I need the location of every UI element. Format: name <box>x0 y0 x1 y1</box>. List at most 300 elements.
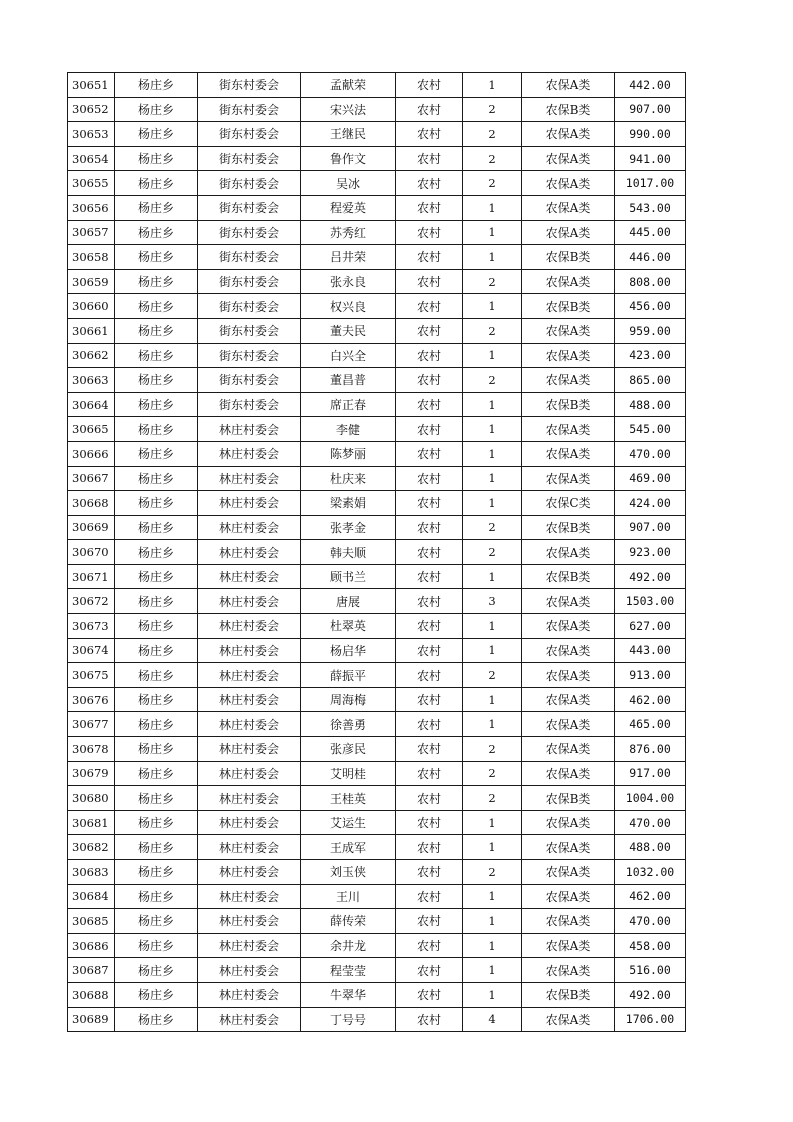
table-row <box>68 614 686 639</box>
township-cell: 杨庄乡 <box>115 982 198 1007</box>
village-committee-cell: 林庄村委会 <box>198 835 301 860</box>
table-row <box>68 294 686 319</box>
amount-cell: 907.00 <box>615 515 686 540</box>
township-cell: 杨庄乡 <box>115 73 198 98</box>
area-type-cell: 农村 <box>396 368 463 393</box>
village-committee-cell: 街东村委会 <box>198 245 301 270</box>
amount-cell: 462.00 <box>615 884 686 909</box>
township-cell: 杨庄乡 <box>115 515 198 540</box>
amount-cell: 456.00 <box>615 294 686 319</box>
amount-cell: 941.00 <box>615 146 686 171</box>
township-cell: 杨庄乡 <box>115 909 198 934</box>
household-count-cell: 1 <box>463 245 522 270</box>
insurance-category-cell: 农保C类 <box>522 491 615 516</box>
person-name-cell: 王继民 <box>301 122 396 147</box>
insurance-category-cell: 农保A类 <box>522 810 615 835</box>
township-cell: 杨庄乡 <box>115 638 198 663</box>
record-id-cell: 30682 <box>68 835 115 860</box>
table-row <box>68 540 686 565</box>
township-cell: 杨庄乡 <box>115 441 198 466</box>
amount-cell: 917.00 <box>615 761 686 786</box>
household-count-cell: 1 <box>463 491 522 516</box>
insurance-category-cell: 农保A类 <box>522 589 615 614</box>
record-id-cell: 30678 <box>68 737 115 762</box>
record-id-cell: 30675 <box>68 663 115 688</box>
village-committee-cell: 林庄村委会 <box>198 810 301 835</box>
household-count-cell: 2 <box>463 97 522 122</box>
record-id-cell: 30662 <box>68 343 115 368</box>
record-id-cell: 30685 <box>68 909 115 934</box>
village-committee-cell: 林庄村委会 <box>198 909 301 934</box>
township-cell: 杨庄乡 <box>115 884 198 909</box>
record-id-cell: 30688 <box>68 982 115 1007</box>
record-id-cell: 30652 <box>68 97 115 122</box>
insurance-category-cell: 农保A类 <box>522 663 615 688</box>
insurance-category-cell: 农保A类 <box>522 171 615 196</box>
household-count-cell: 2 <box>463 761 522 786</box>
table-row <box>68 737 686 762</box>
household-count-cell: 2 <box>463 540 522 565</box>
township-cell: 杨庄乡 <box>115 589 198 614</box>
area-type-cell: 农村 <box>396 884 463 909</box>
person-name-cell: 徐善勇 <box>301 712 396 737</box>
village-committee-cell: 林庄村委会 <box>198 589 301 614</box>
township-cell: 杨庄乡 <box>115 786 198 811</box>
table-row <box>68 392 686 417</box>
household-count-cell: 2 <box>463 786 522 811</box>
record-id-cell: 30670 <box>68 540 115 565</box>
amount-cell: 470.00 <box>615 441 686 466</box>
amount-cell: 470.00 <box>615 810 686 835</box>
household-count-cell: 2 <box>463 515 522 540</box>
person-name-cell: 杜翠英 <box>301 614 396 639</box>
village-committee-cell: 街东村委会 <box>198 343 301 368</box>
amount-cell: 462.00 <box>615 687 686 712</box>
record-id-cell: 30659 <box>68 269 115 294</box>
amount-cell: 545.00 <box>615 417 686 442</box>
person-name-cell: 张孝金 <box>301 515 396 540</box>
insurance-category-cell: 农保A类 <box>522 73 615 98</box>
person-name-cell: 陈梦丽 <box>301 441 396 466</box>
amount-cell: 1706.00 <box>615 1007 686 1032</box>
area-type-cell: 农村 <box>396 564 463 589</box>
table-row <box>68 786 686 811</box>
person-name-cell: 白兴全 <box>301 343 396 368</box>
area-type-cell: 农村 <box>396 982 463 1007</box>
township-cell: 杨庄乡 <box>115 737 198 762</box>
village-committee-cell: 街东村委会 <box>198 195 301 220</box>
table-row <box>68 195 686 220</box>
record-id-cell: 30689 <box>68 1007 115 1032</box>
township-cell: 杨庄乡 <box>115 663 198 688</box>
village-committee-cell: 街东村委会 <box>198 392 301 417</box>
record-id-cell: 30664 <box>68 392 115 417</box>
village-committee-cell: 林庄村委会 <box>198 884 301 909</box>
insurance-category-cell: 农保A类 <box>522 368 615 393</box>
household-count-cell: 2 <box>463 663 522 688</box>
village-committee-cell: 林庄村委会 <box>198 441 301 466</box>
village-committee-cell: 林庄村委会 <box>198 712 301 737</box>
household-count-cell: 1 <box>463 884 522 909</box>
household-count-cell: 1 <box>463 909 522 934</box>
record-id-cell: 30672 <box>68 589 115 614</box>
area-type-cell: 农村 <box>396 441 463 466</box>
township-cell: 杨庄乡 <box>115 761 198 786</box>
area-type-cell: 农村 <box>396 638 463 663</box>
amount-cell: 488.00 <box>615 835 686 860</box>
insurance-category-cell: 农保B类 <box>522 245 615 270</box>
area-type-cell: 农村 <box>396 589 463 614</box>
village-committee-cell: 林庄村委会 <box>198 860 301 885</box>
area-type-cell: 农村 <box>396 466 463 491</box>
household-count-cell: 2 <box>463 368 522 393</box>
person-name-cell: 杨启华 <box>301 638 396 663</box>
household-count-cell: 1 <box>463 294 522 319</box>
table-row <box>68 860 686 885</box>
area-type-cell: 农村 <box>396 687 463 712</box>
table-row <box>68 687 686 712</box>
table-row <box>68 712 686 737</box>
household-count-cell: 2 <box>463 122 522 147</box>
township-cell: 杨庄乡 <box>115 220 198 245</box>
amount-cell: 990.00 <box>615 122 686 147</box>
person-name-cell: 顾书兰 <box>301 564 396 589</box>
insurance-category-cell: 农保B类 <box>522 392 615 417</box>
person-name-cell: 吕井荣 <box>301 245 396 270</box>
area-type-cell: 农村 <box>396 171 463 196</box>
village-committee-cell: 林庄村委会 <box>198 614 301 639</box>
insurance-category-cell: 农保B类 <box>522 982 615 1007</box>
village-committee-cell: 林庄村委会 <box>198 687 301 712</box>
village-committee-cell: 林庄村委会 <box>198 737 301 762</box>
area-type-cell: 农村 <box>396 786 463 811</box>
amount-cell: 470.00 <box>615 909 686 934</box>
village-committee-cell: 街东村委会 <box>198 269 301 294</box>
village-committee-cell: 林庄村委会 <box>198 761 301 786</box>
insurance-category-cell: 农保A类 <box>522 737 615 762</box>
township-cell: 杨庄乡 <box>115 294 198 319</box>
insurance-category-cell: 农保A类 <box>522 417 615 442</box>
record-id-cell: 30669 <box>68 515 115 540</box>
table-row <box>68 933 686 958</box>
table-row <box>68 835 686 860</box>
village-committee-cell: 林庄村委会 <box>198 540 301 565</box>
data-table <box>67 72 686 1032</box>
person-name-cell: 周海梅 <box>301 687 396 712</box>
village-committee-cell: 林庄村委会 <box>198 564 301 589</box>
area-type-cell: 农村 <box>396 860 463 885</box>
township-cell: 杨庄乡 <box>115 122 198 147</box>
table-row <box>68 909 686 934</box>
insurance-category-cell: 农保B类 <box>522 786 615 811</box>
household-count-cell: 1 <box>463 810 522 835</box>
amount-cell: 1032.00 <box>615 860 686 885</box>
table-row <box>68 810 686 835</box>
amount-cell: 443.00 <box>615 638 686 663</box>
township-cell: 杨庄乡 <box>115 318 198 343</box>
record-id-cell: 30666 <box>68 441 115 466</box>
table-row <box>68 441 686 466</box>
amount-cell: 543.00 <box>615 195 686 220</box>
record-id-cell: 30684 <box>68 884 115 909</box>
person-name-cell: 席正春 <box>301 392 396 417</box>
household-count-cell: 4 <box>463 1007 522 1032</box>
village-committee-cell: 林庄村委会 <box>198 933 301 958</box>
township-cell: 杨庄乡 <box>115 466 198 491</box>
household-count-cell: 1 <box>463 392 522 417</box>
insurance-category-cell: 农保B类 <box>522 294 615 319</box>
table-row <box>68 245 686 270</box>
person-name-cell: 董昌普 <box>301 368 396 393</box>
record-id-cell: 30667 <box>68 466 115 491</box>
township-cell: 杨庄乡 <box>115 835 198 860</box>
amount-cell: 1004.00 <box>615 786 686 811</box>
person-name-cell: 苏秀红 <box>301 220 396 245</box>
amount-cell: 959.00 <box>615 318 686 343</box>
person-name-cell: 杜庆来 <box>301 466 396 491</box>
table-row <box>68 269 686 294</box>
household-count-cell: 1 <box>463 638 522 663</box>
township-cell: 杨庄乡 <box>115 195 198 220</box>
township-cell: 杨庄乡 <box>115 540 198 565</box>
area-type-cell: 农村 <box>396 97 463 122</box>
insurance-category-cell: 农保A类 <box>522 343 615 368</box>
record-id-cell: 30655 <box>68 171 115 196</box>
village-committee-cell: 林庄村委会 <box>198 515 301 540</box>
record-id-cell: 30674 <box>68 638 115 663</box>
person-name-cell: 梁素娟 <box>301 491 396 516</box>
amount-cell: 445.00 <box>615 220 686 245</box>
village-committee-cell: 街东村委会 <box>198 97 301 122</box>
insurance-category-cell: 农保A类 <box>522 441 615 466</box>
person-name-cell: 艾运生 <box>301 810 396 835</box>
record-id-cell: 30668 <box>68 491 115 516</box>
village-committee-cell: 街东村委会 <box>198 294 301 319</box>
insurance-category-cell: 农保A类 <box>522 1007 615 1032</box>
amount-cell: 923.00 <box>615 540 686 565</box>
area-type-cell: 农村 <box>396 909 463 934</box>
area-type-cell: 农村 <box>396 318 463 343</box>
record-id-cell: 30660 <box>68 294 115 319</box>
township-cell: 杨庄乡 <box>115 614 198 639</box>
household-count-cell: 1 <box>463 933 522 958</box>
insurance-category-cell: 农保A类 <box>522 638 615 663</box>
household-count-cell: 1 <box>463 712 522 737</box>
household-count-cell: 1 <box>463 958 522 983</box>
township-cell: 杨庄乡 <box>115 97 198 122</box>
person-name-cell: 刘玉侠 <box>301 860 396 885</box>
table-row <box>68 466 686 491</box>
amount-cell: 913.00 <box>615 663 686 688</box>
record-id-cell: 30677 <box>68 712 115 737</box>
insurance-category-cell: 农保A类 <box>522 909 615 934</box>
township-cell: 杨庄乡 <box>115 417 198 442</box>
person-name-cell: 丁号号 <box>301 1007 396 1032</box>
table-row <box>68 318 686 343</box>
person-name-cell: 鲁作文 <box>301 146 396 171</box>
insurance-category-cell: 农保A类 <box>522 712 615 737</box>
township-cell: 杨庄乡 <box>115 958 198 983</box>
household-count-cell: 2 <box>463 269 522 294</box>
household-count-cell: 1 <box>463 343 522 368</box>
record-id-cell: 30687 <box>68 958 115 983</box>
township-cell: 杨庄乡 <box>115 245 198 270</box>
record-id-cell: 30681 <box>68 810 115 835</box>
amount-cell: 492.00 <box>615 564 686 589</box>
person-name-cell: 李健 <box>301 417 396 442</box>
township-cell: 杨庄乡 <box>115 810 198 835</box>
village-committee-cell: 林庄村委会 <box>198 786 301 811</box>
household-count-cell: 2 <box>463 860 522 885</box>
insurance-category-cell: 农保A类 <box>522 466 615 491</box>
person-name-cell: 张彦民 <box>301 737 396 762</box>
area-type-cell: 农村 <box>396 540 463 565</box>
household-count-cell: 2 <box>463 737 522 762</box>
township-cell: 杨庄乡 <box>115 368 198 393</box>
area-type-cell: 农村 <box>396 933 463 958</box>
village-committee-cell: 林庄村委会 <box>198 417 301 442</box>
record-id-cell: 30679 <box>68 761 115 786</box>
record-id-cell: 30673 <box>68 614 115 639</box>
person-name-cell: 牛翠华 <box>301 982 396 1007</box>
household-count-cell: 2 <box>463 318 522 343</box>
area-type-cell: 农村 <box>396 491 463 516</box>
area-type-cell: 农村 <box>396 737 463 762</box>
table-row <box>68 171 686 196</box>
table-row <box>68 638 686 663</box>
amount-cell: 1503.00 <box>615 589 686 614</box>
amount-cell: 458.00 <box>615 933 686 958</box>
area-type-cell: 农村 <box>396 417 463 442</box>
village-committee-cell: 街东村委会 <box>198 122 301 147</box>
village-committee-cell: 林庄村委会 <box>198 638 301 663</box>
township-cell: 杨庄乡 <box>115 146 198 171</box>
village-committee-cell: 林庄村委会 <box>198 1007 301 1032</box>
insurance-category-cell: 农保A类 <box>522 220 615 245</box>
area-type-cell: 农村 <box>396 515 463 540</box>
person-name-cell: 艾明桂 <box>301 761 396 786</box>
household-count-cell: 2 <box>463 171 522 196</box>
record-id-cell: 30676 <box>68 687 115 712</box>
area-type-cell: 农村 <box>396 294 463 319</box>
area-type-cell: 农村 <box>396 146 463 171</box>
township-cell: 杨庄乡 <box>115 687 198 712</box>
person-name-cell: 宋兴法 <box>301 97 396 122</box>
table-row <box>68 564 686 589</box>
amount-cell: 423.00 <box>615 343 686 368</box>
table-row <box>68 220 686 245</box>
amount-cell: 446.00 <box>615 245 686 270</box>
person-name-cell: 王川 <box>301 884 396 909</box>
insurance-category-cell: 农保A类 <box>522 269 615 294</box>
record-id-cell: 30658 <box>68 245 115 270</box>
insurance-category-cell: 农保B类 <box>522 97 615 122</box>
amount-cell: 442.00 <box>615 73 686 98</box>
person-name-cell: 孟献荣 <box>301 73 396 98</box>
amount-cell: 876.00 <box>615 737 686 762</box>
village-committee-cell: 林庄村委会 <box>198 663 301 688</box>
person-name-cell: 韩夫顺 <box>301 540 396 565</box>
amount-cell: 469.00 <box>615 466 686 491</box>
record-id-cell: 30654 <box>68 146 115 171</box>
amount-cell: 865.00 <box>615 368 686 393</box>
household-count-cell: 1 <box>463 687 522 712</box>
township-cell: 杨庄乡 <box>115 171 198 196</box>
area-type-cell: 农村 <box>396 392 463 417</box>
person-name-cell: 董夫民 <box>301 318 396 343</box>
table-row <box>68 515 686 540</box>
area-type-cell: 农村 <box>396 195 463 220</box>
record-id-cell: 30671 <box>68 564 115 589</box>
record-id-cell: 30656 <box>68 195 115 220</box>
table-row <box>68 368 686 393</box>
township-cell: 杨庄乡 <box>115 712 198 737</box>
person-name-cell: 薛传荣 <box>301 909 396 934</box>
amount-cell: 808.00 <box>615 269 686 294</box>
record-id-cell: 30665 <box>68 417 115 442</box>
record-id-cell: 30661 <box>68 318 115 343</box>
village-committee-cell: 街东村委会 <box>198 318 301 343</box>
area-type-cell: 农村 <box>396 810 463 835</box>
amount-cell: 627.00 <box>615 614 686 639</box>
village-committee-cell: 街东村委会 <box>198 368 301 393</box>
record-id-cell: 30657 <box>68 220 115 245</box>
household-count-cell: 2 <box>463 146 522 171</box>
table-row <box>68 884 686 909</box>
insurance-category-cell: 农保B类 <box>522 564 615 589</box>
amount-cell: 488.00 <box>615 392 686 417</box>
table-row <box>68 417 686 442</box>
table-row <box>68 589 686 614</box>
area-type-cell: 农村 <box>396 835 463 860</box>
table-row <box>68 1007 686 1032</box>
area-type-cell: 农村 <box>396 761 463 786</box>
household-count-cell: 1 <box>463 73 522 98</box>
township-cell: 杨庄乡 <box>115 392 198 417</box>
table-row <box>68 663 686 688</box>
person-name-cell: 薛振平 <box>301 663 396 688</box>
area-type-cell: 农村 <box>396 614 463 639</box>
table-row <box>68 491 686 516</box>
person-name-cell: 权兴良 <box>301 294 396 319</box>
village-committee-cell: 街东村委会 <box>198 171 301 196</box>
area-type-cell: 农村 <box>396 663 463 688</box>
area-type-cell: 农村 <box>396 343 463 368</box>
insurance-category-cell: 农保A类 <box>522 614 615 639</box>
person-name-cell: 程爱英 <box>301 195 396 220</box>
table-row <box>68 761 686 786</box>
household-count-cell: 1 <box>463 564 522 589</box>
area-type-cell: 农村 <box>396 269 463 294</box>
village-committee-cell: 街东村委会 <box>198 220 301 245</box>
village-committee-cell: 林庄村委会 <box>198 491 301 516</box>
township-cell: 杨庄乡 <box>115 269 198 294</box>
record-id-cell: 30683 <box>68 860 115 885</box>
household-count-cell: 1 <box>463 614 522 639</box>
table-body <box>68 73 686 1032</box>
table-row <box>68 73 686 98</box>
record-id-cell: 30680 <box>68 786 115 811</box>
household-count-cell: 3 <box>463 589 522 614</box>
insurance-category-cell: 农保A类 <box>522 933 615 958</box>
township-cell: 杨庄乡 <box>115 343 198 368</box>
area-type-cell: 农村 <box>396 73 463 98</box>
record-id-cell: 30663 <box>68 368 115 393</box>
household-count-cell: 1 <box>463 195 522 220</box>
township-cell: 杨庄乡 <box>115 491 198 516</box>
area-type-cell: 农村 <box>396 122 463 147</box>
township-cell: 杨庄乡 <box>115 933 198 958</box>
